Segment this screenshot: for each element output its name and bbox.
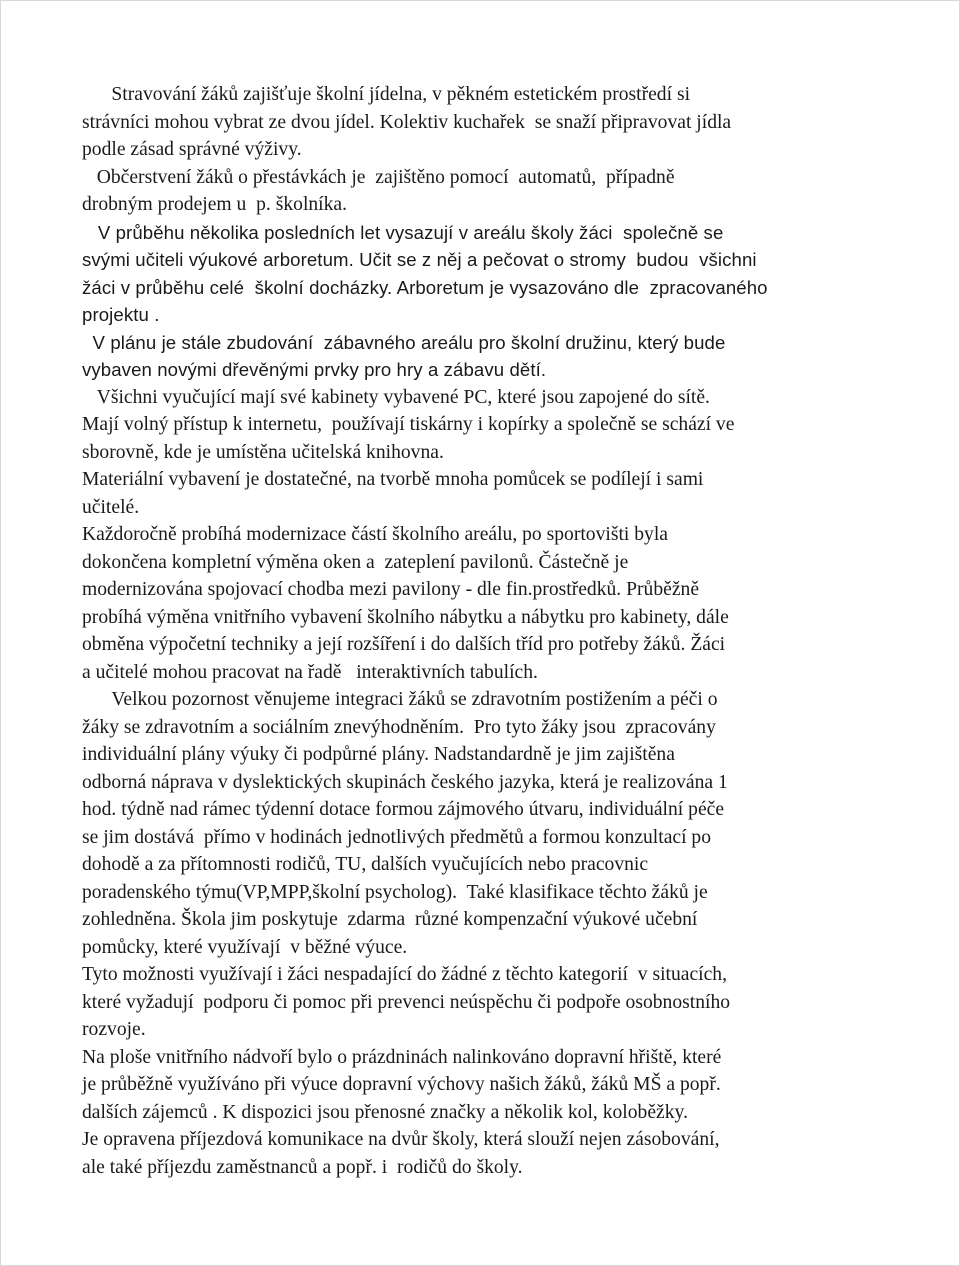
text-line: individuální plány výuky či podpůrné plány. Nadstandardně je jim zajištěna (82, 744, 675, 765)
text-line: je průběžně využíváno při výuce dopravní výchovy našich žáků, žáků MŠ a popř. (82, 1074, 721, 1095)
text-line: poradenského týmu(VP,MPP,školní psycholog). Také klasifikace těchto žáků je (82, 881, 708, 903)
text-line: se jim dostává přímo v hodinách jednotlivých předmětů a formou konzultací po (82, 826, 712, 848)
text-line: Velkou pozornost věnujeme integraci žáků se zdravotním postižením a péči o (82, 689, 718, 710)
text-line: Materiální vybavení je dostatečné, na tvorbě mnoha pomůcek se podílejí i sami (82, 469, 704, 490)
text-line: hod. týdně nad rámec týdenní dotace formou zájmového útvaru, individuální péče (82, 799, 725, 820)
text-line: odborná náprava v dyslektických skupinách českého jazyka, která je realizována 1 (82, 771, 728, 793)
text-line: dohodě a za přítomnosti rodičů, TU, dalších vyučujících nebo pracovnic (82, 854, 649, 875)
text-line: vybaven novými dřevěnými prvky pro hry a zábavu dětí. (82, 359, 547, 380)
text-line: podle zásad správné výživy. (82, 139, 302, 160)
text-line: Stravování žáků zajišťuje školní jídelna, v pěkném estetickém prostředí si (82, 84, 691, 105)
text-line: strávníci mohou vybrat ze dvou jídel. Kolektiv kuchařek se snaží připravovat jídla (82, 111, 732, 133)
text-line: Všichni vyučující mají své kabinety vybavené PC, které jsou zapojené do sítě. (82, 386, 710, 408)
text-line (82, 246, 872, 274)
text-line: a učitelé mohou pracovat na řadě interaktivních tabulích. (82, 661, 538, 683)
text-line: žáky se zdravotním a sociálním znevýhodněním. Pro tyto žáky jsou zpracovány (82, 716, 716, 738)
text-line: Občerstvení žáků o přestávkách je zajištěno pomocí automatů, případně (82, 166, 675, 188)
text-line: rozvoje. (82, 1019, 146, 1040)
text-line: které vyžadují podporu či pomoc při prevenci neúspěchu či podpoře osobnostního (82, 991, 731, 1013)
text-line: Je opravena příjezdová komunikace na dvůr školy, která slouží nejen zásobování, (82, 1129, 720, 1150)
text-line: modernizována spojovací chodba mezi pavilony - dle fin.prostředků. Průběžně (82, 579, 700, 600)
text-line: sborovně, kde je umístěna učitelská knihovna. (82, 441, 444, 463)
text-line: ale také příjezdu zaměstnanců a popř. i rodičů do školy. (82, 1156, 523, 1178)
text-segment: svými učiteli výukové arboretum. (82, 249, 354, 270)
text-line: drobným prodejem u p. školníka. (82, 194, 348, 215)
text-line: projektu . (82, 304, 160, 325)
text-line: dokončena kompletní výměna oken a zateplení pavilonů. Částečně je (82, 551, 629, 573)
text-line: probíhá výměna vnitřního vybavení školního nábytku a nábytku pro kabinety, dále (82, 606, 729, 628)
document-body (82, 81, 872, 1181)
text-line: Tyto možnosti využívají i žáci nespadající do žádné z těchto kategorií v situacích, (82, 964, 728, 985)
text-line: dalších zájemců . K dispozici jsou přenosné značky a několik kol, koloběžky. (82, 1101, 688, 1123)
text-line: Každoročně probíhá modernizace částí školního areálu, po sportovišti byla (82, 524, 668, 545)
text-segment: žáci v průběhu celé školní docházky. (82, 276, 393, 298)
text-line: Mají volný přístup k internetu, používají tiskárny i kopírky a společně se schází ve (82, 414, 735, 435)
text-line: V plánu je stále zbudování zábavného areálu pro školní družinu, který bude (82, 331, 726, 353)
text-line (82, 274, 872, 302)
text-segment: Učit se z něj a pečovat o stromy budou všichni (353, 249, 757, 270)
text-line: zohledněna. Škola jim poskytuje zdarma různé kompenzační výukové učební (82, 909, 698, 930)
text-segment: Arboretum je vysazováno dle zpracovaného (392, 276, 768, 298)
text-line: obměna výpočetní techniky a její rozšíření i do dalších tříd pro potřeby žáků. Žáci (82, 634, 726, 655)
text-line: pomůcky, které využívají v běžné výuce. (82, 936, 408, 958)
text-line: V průběhu několika posledních let vysazují v areálu školy žáci společně se (82, 221, 724, 243)
text-line: učitelé. (82, 496, 140, 518)
text-line: Na ploše vnitřního nádvoří bylo o prázdninách nalinkováno dopravní hřiště, které (82, 1046, 722, 1068)
